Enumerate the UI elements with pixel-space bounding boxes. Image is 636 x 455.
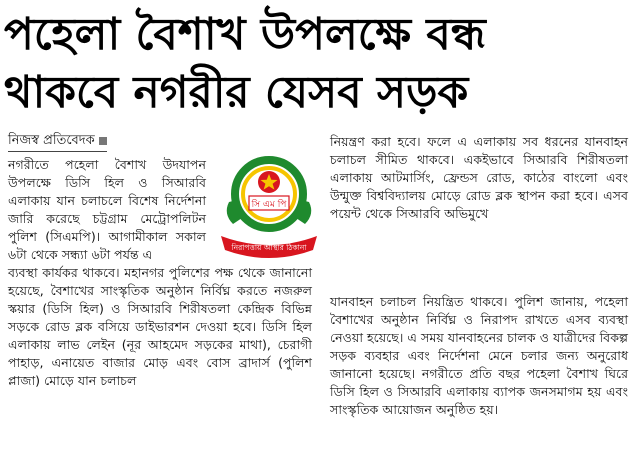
body-column-2-top: নিয়ন্ত্রণ করা হবে। ফলে এ এলাকায় সব ধরনের যানবাহন চলাচল সীমিত থাকবে। একইভাবে সিআরবি শিরীষতলা এলাকায় আটমার্সিং, ফ্রেন্ডস রোড, কাঠের বাংলো এবং উন্মুক্ত বিশ্ববিদ্যালয় মোড়ে রোড ব্লক স্থাপন করা হবে। এসব পয়েন্ট থেকে সিআরবি অভিমুখে <box>330 134 628 221</box>
headline-line-1: পহেলা বৈশাখ উপলক্ষে বন্ধ <box>4 9 486 60</box>
headline-line-2: থাকবে নগরীর যেসব সড়ক <box>4 67 469 118</box>
headline <box>0 0 636 124</box>
body-column-1-top: নগরীতে পহেলা বৈশাখ উদযাপন উপলক্ষে ডিসি হিল ও সিআরবি এলাকায় যান চলাচলে বিশেষ নির্দেশনা জারি করেছে চট্টগ্রাম মেট্রোপলিটন পুলিশ (সিএমপি)। আগামীকাল সকাল ৬টা থেকে সন্ধ্যা ৬টা পর্যন্ত এ <box>8 157 206 262</box>
byline-text: নিজস্ব প্রতিবেদক <box>8 133 95 148</box>
body-column-2-bottom: যানবাহন চলাচল নিয়ন্ত্রিত থাকবে। পুলিশ জানায়, পহেলা বৈশাখের অনুষ্ঠান নির্বিঘ্ন ও নিরাপদ রাখতে এসব ব্যবস্থা নেওয়া হয়েছে। এ সময় যানবাহনের চালক ও যাত্রীদের বিকল্প সড়ক ব্যবহার এবং নির্দেশনা মেনে চলার জন্য অনুরোধ জানানো হয়েছে। নগরীতে প্রতি বছর পহেলা বৈশাখ ঘিরে ডিসি হিল ও সিআরবি এলাকায় ব্যাপক জনসমাগম হয় এবং সাংস্কৃতিক আয়োজন অনুষ্ঠিত হয়। <box>330 294 628 417</box>
logo-bottom-text: নিরাপত্তায় আস্থার ঠিকানা <box>231 243 307 252</box>
cmp-logo <box>215 144 323 262</box>
byline <box>8 133 107 152</box>
logo-top-text: সি এম পি <box>251 200 287 210</box>
byline-square-icon <box>99 137 107 145</box>
body-column-1-bottom: ব্যবস্থা কার্যকর থাকবে। মহানগর পুলিশের পক্ষ থেকে জানানো হয়েছে, বৈশাখের সাংস্কৃতিক অনুষ্ঠান নির্বিঘ্ন করতে নজরুল স্কয়ার (ডিসি হিল) ও সিআরবি শিরীষতলা কেন্দ্রিক বিভিন্ন সড়কে রোড ব্লক বসিয়ে ডাইভারশন দেওয়া হবে। ডিসি হিল এলাকায় লাভ লেইন (নূর আহমেদ সড়কের মাথা), চেরাগী পাহাড়, এনায়েত বাজার মোড় এবং বোস ব্রাদার্স (পুলিশ প্লাজা) মোড়ে যান চলাচল <box>8 265 312 388</box>
